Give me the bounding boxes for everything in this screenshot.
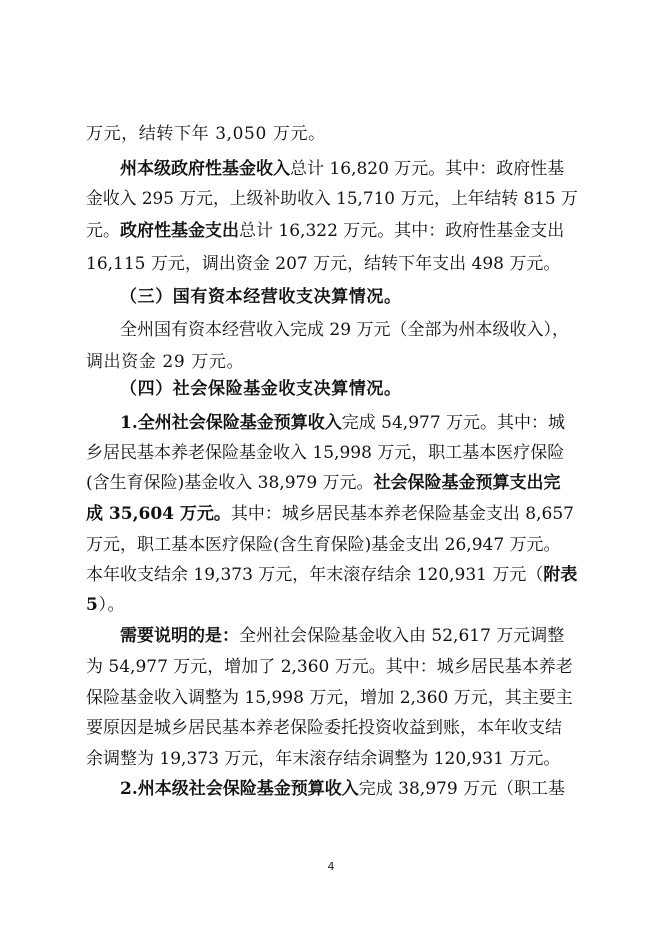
- text-run: 余调整为 19,373 万元，年末滚存结余调整为 120,931 万元。: [86, 749, 561, 769]
- line-16: [86, 593, 578, 617]
- text-run: 完成 54,977 万元。其中：城: [341, 413, 566, 433]
- text-run: 完成 38,979 万元（职工基: [358, 779, 566, 799]
- text-run: 1.全州社会保险基金预算收入: [120, 413, 342, 433]
- text-run: 2.州本级社会保险基金预算收入: [120, 779, 359, 799]
- line-10: [120, 411, 578, 435]
- text-run: 需要说明的是：: [120, 626, 239, 646]
- line-2: [120, 157, 578, 181]
- text-run: ）。: [98, 595, 126, 615]
- text-run: 全州社会保险基金收入由 52,617 万元调整: [239, 626, 565, 646]
- line-4: [86, 219, 578, 243]
- text-run: 其中：城乡居民基本养老保险基金支出 8,657: [230, 504, 574, 524]
- line-14: [86, 533, 578, 557]
- section-heading-3: [120, 285, 578, 309]
- text-run: 成 35,604 万元。: [86, 504, 231, 524]
- text-run: 万元，结转下年 3,050 万元。: [86, 124, 326, 144]
- line-11: [86, 441, 578, 465]
- text-run: 乡居民基本养老保险基金收入 15,998 万元，职工基本医疗保险: [86, 443, 565, 463]
- line-22: [120, 777, 578, 801]
- line-18: [86, 655, 578, 679]
- page-number: 4: [327, 860, 335, 873]
- text-run: （四）社会保险基金收支决算情况。: [120, 379, 402, 399]
- line-3: [86, 187, 578, 211]
- line-15: [86, 563, 578, 587]
- text-run: 保险基金收入调整为 15,998 万元，增加 2,360 万元，其主要主: [86, 688, 573, 708]
- text-run: 元。: [86, 221, 120, 241]
- text-run: 附表: [543, 565, 578, 585]
- text-run: （三）国有资本经营收支决算情况。: [120, 287, 402, 307]
- text-run: 全州国有资本经营收入完成 29 万元（全部为州本级收入），: [120, 320, 569, 340]
- text-run: 总计 16,820 万元。其中：政府性基: [290, 159, 565, 179]
- text-run: (含生育保险)基金收入 38,979 万元。: [86, 473, 374, 493]
- text-run: 本年收支结余 19,373 万元，年末滚存结余 120,931 万元（: [86, 565, 544, 585]
- text-run: 16,115 万元，调出资金 207 万元，结转下年支出 498 万元。: [86, 254, 561, 274]
- line-1: [86, 122, 578, 146]
- text-run: 5: [86, 595, 99, 615]
- text-run: 要原因是城乡居民基本养老保险委托投资收益到账，本年收支结: [86, 718, 562, 738]
- line-17: [120, 624, 578, 648]
- text-run: 社会保险基金预算支出完: [373, 473, 561, 493]
- text-run: 政府性基金支出: [120, 221, 239, 241]
- text-run: 总计 16,322 万元。其中：政府性基金支出: [239, 221, 565, 241]
- line-12: [86, 471, 578, 495]
- text-run: 万元，职工基本医疗保险(含生育保险)基金支出 26,947 万元。: [86, 535, 561, 555]
- text-run: 州本级政府性基金收入: [120, 159, 290, 179]
- line-20: [86, 716, 578, 740]
- section-heading-4: [120, 377, 578, 401]
- text-run: 金收入 295 万元，上级补助收入 15,710 万元，上年结转 815 万: [86, 189, 578, 209]
- text-run: 为 54,977 万元，增加了 2,360 万元。其中：城乡居民基本养老: [86, 657, 573, 677]
- line-13: [86, 502, 578, 526]
- line-21: [86, 747, 578, 771]
- text-run: 调出资金 29 万元。: [86, 352, 245, 372]
- line-8: [86, 350, 578, 374]
- line-7: [120, 318, 578, 342]
- line-19: [86, 686, 578, 710]
- line-5: [86, 252, 578, 276]
